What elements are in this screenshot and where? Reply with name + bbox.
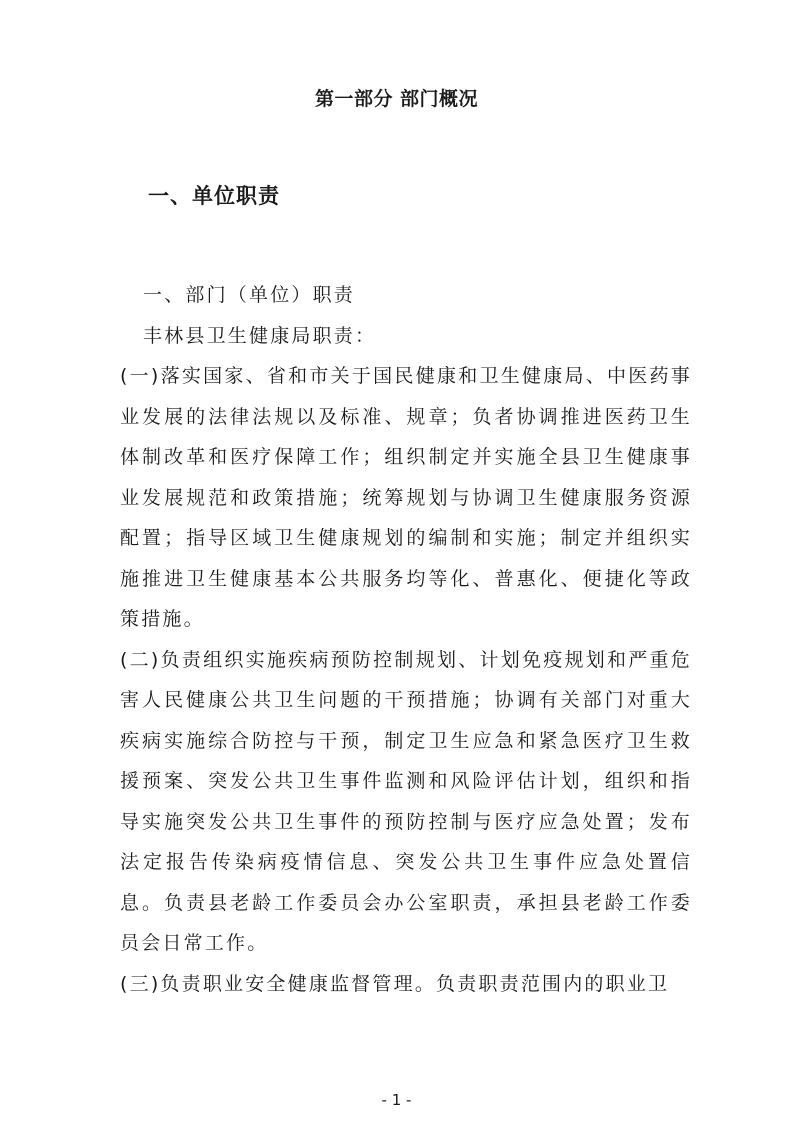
page-number: - 1 - [381,1091,412,1109]
section-heading: 一、单位职责 [148,184,280,208]
body-text [120,275,692,1004]
paragraph-duty-3: (三)负责职业安全健康监督管理。负责职责范围内的职业卫 [120,972,670,995]
paragraph-duty-2: (二)负责组织实施疾病预防控制规划、计划免疫规划和严重危害人民健康公共卫生问题的干预措施；协调有关部门对重大疾病实施综合防控与干预，制定卫生应急和紧急医疗卫生救援预案、突发公共卫生事件监测和风险评估计划，组织和指导实施突发公共卫生事件的预防控制与医疗应急处置；发布法定报告传染病疫情信息、突发公共卫生事件应急处置信息。负责县老龄工作委员会办公室职责，承担县老龄工作委员会日常工作。 [120,648,692,954]
paragraph-bureau-duties-intro: 丰林县卫生健康局职责： [143,324,377,347]
paragraph-duty-1: (一)落实国家、省和市关于国民健康和卫生健康局、中医药事业发展的法律法规以及标准、规章；负者协调推进医药卫生体制改革和医疗保障工作；组织制定并实施全县卫生健康事业发展规范和政策措施；统筹规划与协调卫生健康服务资源配置；指导区域卫生健康规划的编制和实施；制定并组织实施推进卫生健康基本公共服务均等化、普惠化、便捷化等政策措施。 [120,365,692,630]
paragraph-department-duties: 一、部门（单位）职责 [143,284,356,306]
page-title: 第一部分 部门概况 [314,88,479,110]
